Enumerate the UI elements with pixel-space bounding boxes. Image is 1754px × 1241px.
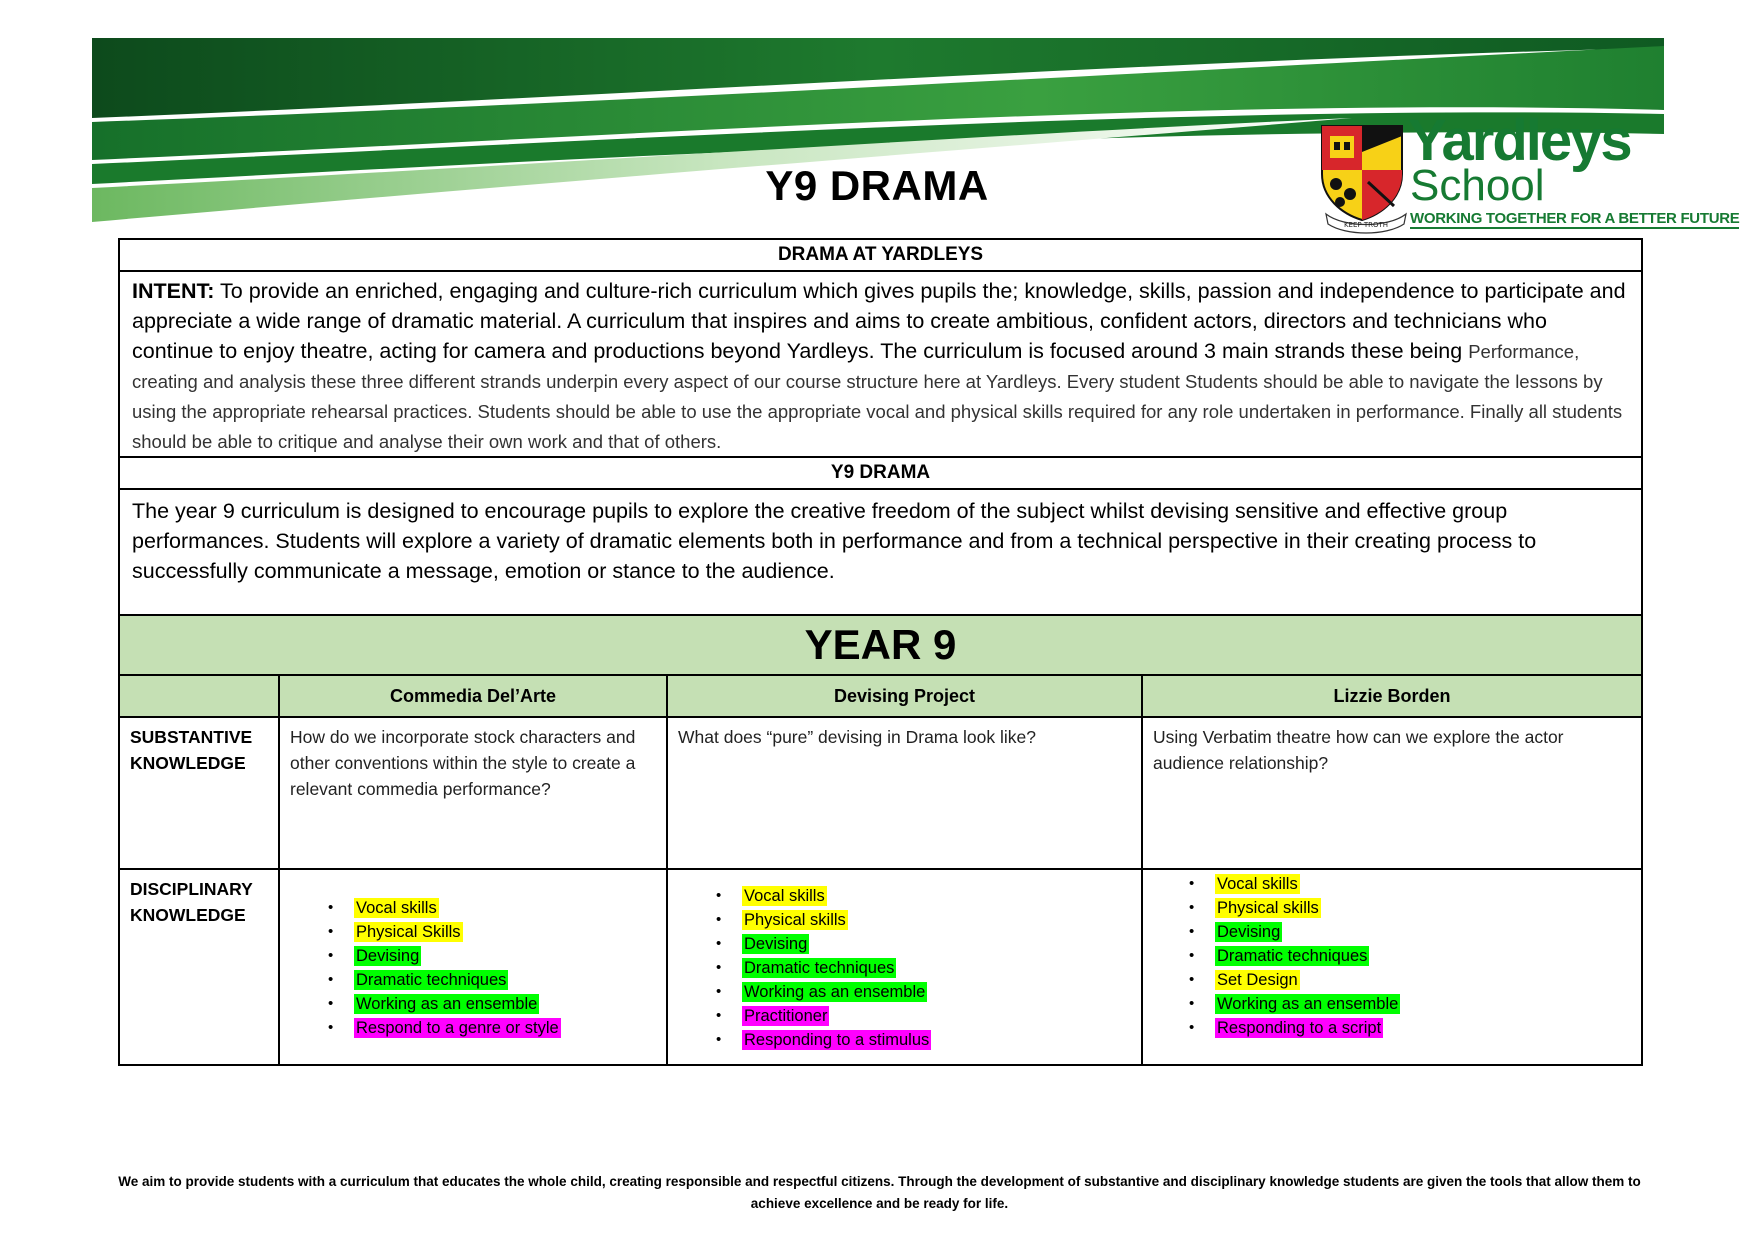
intent-text: To provide an enriched, engaging and culture-rich curriculum which gives pupils the; knowledge, skills, passion and independence to participate and appreciate a wide range of dramatic material. A curriculum that inspires and aims to create ambitious, confident actors, directors and technicians who continue to enjoy theatre, acting for camera and productions beyond Yardleys. The curriculum is focused around 3 main strands these being: [132, 279, 1626, 363]
skill-label: Physical Skills: [356, 923, 461, 941]
skill-label: Vocal skills: [356, 899, 437, 917]
skill-label: Physical skills: [1217, 899, 1319, 917]
skill-item: [328, 944, 666, 968]
skill-item: [328, 920, 666, 944]
school-crest-icon: [1318, 122, 1406, 222]
column-header-commedia: Commedia Del’Arte: [279, 675, 667, 717]
skill-item: [1189, 992, 1641, 1016]
column-header-lizzie-borden: Lizzie Borden: [1142, 675, 1642, 717]
skill-label: Responding to a script: [1217, 1019, 1382, 1037]
column-header-blank: [119, 675, 279, 717]
skill-item: [1189, 1016, 1641, 1040]
motto-ribbon: [1324, 210, 1408, 236]
intent-label: INTENT:: [132, 279, 215, 303]
disciplinary-lizzie-borden: [1142, 869, 1642, 1065]
skill-item: [1189, 872, 1641, 896]
page-title: Y9 DRAMA: [765, 162, 989, 209]
skills-list-lizzie-borden: [1189, 872, 1641, 1040]
school-logo: [1318, 108, 1740, 238]
skill-item: [716, 932, 1141, 956]
disciplinary-commedia: [279, 869, 667, 1065]
skill-item: [328, 968, 666, 992]
row-label-disciplinary: DISCIPLINARY KNOWLEDGE: [119, 869, 279, 1065]
skill-label: Practitioner: [744, 1007, 828, 1025]
column-header-devising: Devising Project: [667, 675, 1142, 717]
curriculum-table: [118, 238, 1643, 1066]
row-label-substantive: SUBSTANTIVE KNOWLEDGE: [119, 717, 279, 869]
school-strapline: WORKING TOGETHER FOR A BETTER FUTURE: [1410, 210, 1740, 227]
skill-label: Physical skills: [744, 911, 846, 929]
skill-label: Working as an ensemble: [744, 983, 926, 1001]
skill-item: [716, 956, 1141, 980]
skill-item: [716, 980, 1141, 1004]
skill-item: [328, 896, 666, 920]
skill-label: Responding to a stimulus: [744, 1031, 930, 1049]
y9-description: The year 9 curriculum is designed to encourage pupils to explore the creative freedom of the subject whilst devising sensitive and effective group performances. Students will explore a variety of dramatic elements both in performance and from a technical perspective in their creating process to successfully communicate a message, emotion or stance to the audience.: [119, 489, 1642, 615]
section-heading-y9-drama: Y9 DRAMA: [119, 457, 1642, 489]
skill-item: [328, 1016, 666, 1040]
skills-list-devising: [716, 884, 1141, 1052]
skill-label: Dramatic techniques: [744, 959, 895, 977]
skill-item: [328, 992, 666, 1016]
skill-item: [716, 1004, 1141, 1028]
substantive-commedia: How do we incorporate stock characters and other conventions within the style to create a relevant commedia performance?: [279, 717, 667, 869]
skill-label: Vocal skills: [1217, 875, 1298, 893]
skill-label: Working as an ensemble: [1217, 995, 1399, 1013]
substantive-lizzie-borden: Using Verbatim theatre how can we explore the actor audience relationship?: [1142, 717, 1642, 869]
skill-label: Devising: [1217, 923, 1281, 941]
skill-label: Respond to a genre or style: [356, 1019, 559, 1037]
skill-label: Devising: [356, 947, 420, 965]
skill-label: Dramatic techniques: [1217, 947, 1368, 965]
year-banner: YEAR 9: [119, 615, 1642, 675]
skills-list-commedia: [328, 896, 666, 1040]
section-heading-drama-at-yardleys: DRAMA AT YARDLEYS: [119, 239, 1642, 271]
school-name-line2: School: [1410, 161, 1545, 210]
substantive-devising: What does “pure” devising in Drama look like?: [667, 717, 1142, 869]
skill-item: [1189, 896, 1641, 920]
intent-text-continued: Performance, creating and analysis these three different strands underpin every aspect of our course structure here at Yardleys. Every student Students should be able to navigate the lessons by using the appropriate rehearsal practices. Students should be able to use the appropriate vocal and physical skills required for any role undertaken in performance. Finally all students should be able to critique and analyse their own work and that of others.: [132, 341, 1623, 452]
skill-label: Working as an ensemble: [356, 995, 538, 1013]
footer-statement: We aim to provide students with a curriculum that educates the whole child, creating responsible and respectful citizens. Through the development of substantive and disciplinary knowledge students are given the tools that allow them to achieve excellence and be ready for life.: [118, 1174, 1641, 1211]
skill-label: Set Design: [1217, 971, 1298, 989]
skill-item: [716, 908, 1141, 932]
skill-item: [1189, 944, 1641, 968]
skill-label: Devising: [744, 935, 808, 953]
school-name: Yardleys: [1408, 108, 1631, 173]
skill-item: [1189, 968, 1641, 992]
intent-statement: [119, 271, 1642, 457]
skill-item: [716, 884, 1141, 908]
skill-label: Dramatic techniques: [356, 971, 507, 989]
svg-text:KEEP TROTH: KEEP TROTH: [1343, 221, 1389, 229]
skill-label: Vocal skills: [744, 887, 825, 905]
skill-item: [1189, 920, 1641, 944]
skill-item: [716, 1028, 1141, 1052]
disciplinary-devising: [667, 869, 1142, 1065]
